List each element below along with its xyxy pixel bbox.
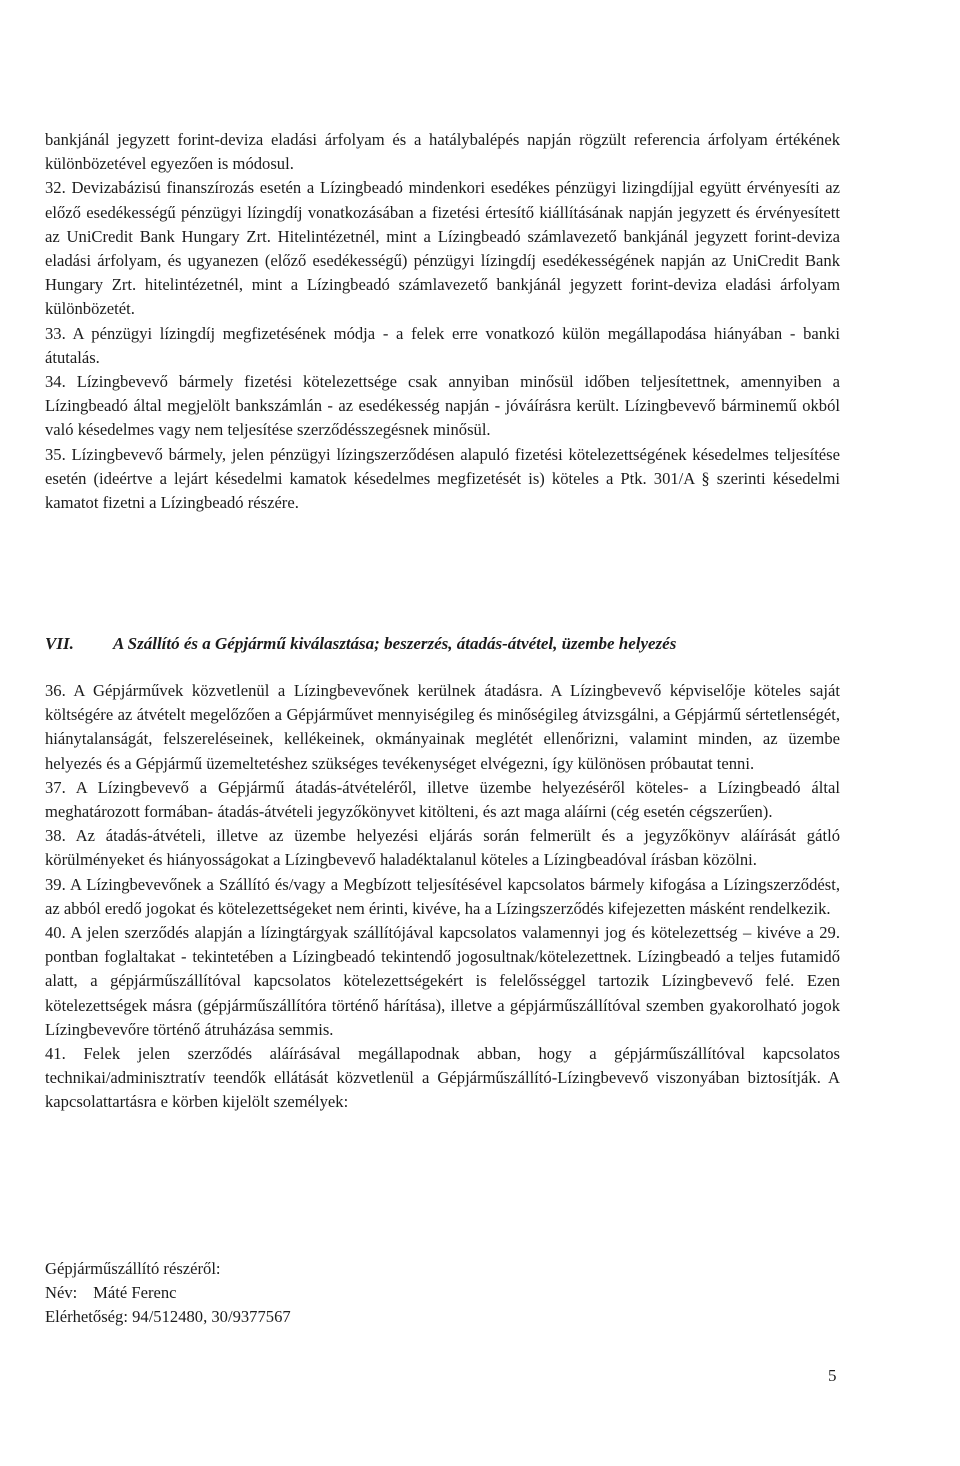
clause-36: 36. A Gépjárművek közvetlenül a Lízingbevevőnek kerülnek átadásra. A Lízingbevevő képviselője köteles saját költségére az átvételt megelőzően a Gépjárművet mennyiségileg és minőségileg átvizsgálni, a Gépjármű sértetlenségét, hiánytalanságát, felszereléseinek, kellékeinek, okmányainak meglétét ellenőrizni, valamint minden, az üzembe helyezés és a Gépjármű üzemeltetéshez szükséges tevékenységet elvégezni, így különösen próbautat tenni. [45, 681, 840, 773]
contact-name-value: Máté Ferenc [93, 1283, 177, 1303]
section-number: VII. [45, 634, 74, 653]
section-heading [45, 632, 845, 656]
clause-39: 39. A Lízingbevevőnek a Szállító és/vagy a Megbízott teljesítésével kapcsolatos bármely kifogása a Lízingszerződést, az abból eredő jogokat és kötelezettségeket nem érinti, kivéve, ha a Lízingszerződés kifejezetten másként rendelkezik. [45, 874, 840, 918]
intro-paragraph: bankjánál jegyzett forint-deviza eladási árfolyam és a hatálybalépés napján rögzült referencia árfolyam értékének különbözetével egyezően is módosul. [45, 130, 840, 174]
contact-reach-label: Elérhetőség: [45, 1307, 128, 1327]
clause-32: 32. Devizabázisú finanszírozás esetén a Lízingbeadó mindenkori esedékes pénzügyi lizingdíjjal együtt érvényesíti az előző esedékességű pénzügyi lízingdíj vonatkozásában a fizetési értesítő kiállításának napján jegyzett és érvényesített az UniCredit Bank Hungary Zrt. Hitelintézetnél, mint a Lízingbeadó számlavezető bankjánál jegyzett forint-deviza eladási árfolyam, és ugyanezen (előző esedékességű) pénzügyi lízingdíj esedékességének napján az UniCredit Bank Hungary Zrt. hitelintézetnél, mint a Lízingbeadó számlavezető bankjánál jegyzett forint-deviza eladási árfolyam különbözetét. [45, 178, 840, 319]
contact-name-label: Név: [45, 1283, 78, 1303]
contact-name-line [45, 1281, 545, 1305]
page-number: 5 [828, 1366, 837, 1385]
clause-35: 35. Lízingbevevő bármely, jelen pénzügyi lízingszerződésen alapuló fizetési kötelezettségének késedelmes teljesítése esetén (ideértve a lejárt késedelmi kamatok késedelmes megfizetését is) köteles a Ptk. 301/A § szerinti késedelmi kamatot fizetni a Lízingbeadó részére. [45, 444, 840, 513]
clause-40: 40. A jelen szerződés alapján a lízingtárgyak szállítójával kapcsolatos valamennyi jog és kötelezettség – kivéve a 29. pontban foglaltakat - tekintetében a Lízingbeadó tekintendő jogosultnak/kötelezettnek. Lízingbeadó a teljes futamidő alatt, a gépjárműszállítóval kapcsolatos kötelezettségekért is felelősséggel tartozik Lízingbevevő felé. Ezen kötelezettségek másra (gépjárműszállítóra történő hárítása), illetve a gépjárműszállítóval szemben gyakorolható jogok Lízingbevevőre történő átruházása semmis. [45, 923, 840, 1039]
text-block-top [45, 128, 840, 515]
contact-reach-value: 94/512480, 30/9377567 [132, 1307, 291, 1327]
clause-41: 41. Felek jelen szerződés aláírásával megállapodnak abban, hogy a gépjárműszállítóval kapcsolatos technikai/adminisztratív teendők ellátását közvetlenül a Gépjárműszállító-Lízingbevevő viszonyában biztosítják. A kapcsolattartásra e körben kijelölt személyek: [45, 1044, 840, 1112]
clause-38: 38. Az átadás-átvételi, illetve az üzembe helyezési eljárás során felmerült és a jegyzőkönyv aláírását gátló körülményeket és hiányosságokat a Lízingbevevő haladéktalanul köteles a Lízingbeadóval írásban közölni. [45, 826, 840, 870]
clause-37: 37. A Lízingbevevő a Gépjármű átadás-átvételéről, illetve üzembe helyezéséről köteles- a Lízingbeadó által meghatározott formában- átadás-átvételi jegyzőkönyvet kitölteni, és azt maga aláírni (cég esetén cégszerűen). [45, 777, 840, 822]
clause-33: 33. A pénzügyi lízingdíj megfizetésének módja - a felek erre vonatkozó külön megállapodása hiányában - banki átutalás. [45, 323, 840, 367]
contact-reach-line [45, 1305, 545, 1329]
text-block-bottom [45, 679, 840, 1115]
contact-heading: Gépjárműszállító részéről: [45, 1259, 221, 1278]
clause-34: 34. Lízingbevevő bármely fizetési kötelezettsége csak annyiban minősül időben teljesítettnek, amennyiben a Lízingbeadó által megjelölt bankszámlán - az esedékesség napján - jóváírásra került. Lízingbevevő bárminemű okból való késedelmes vagy nem teljesítése szerződésszegésnek minősül. [45, 372, 840, 440]
section-title: A Szállító és a Gépjármű kiválasztása; beszerzés, átadás-átvétel, üzembe helyezés [113, 634, 677, 653]
contact-block [45, 1257, 545, 1330]
